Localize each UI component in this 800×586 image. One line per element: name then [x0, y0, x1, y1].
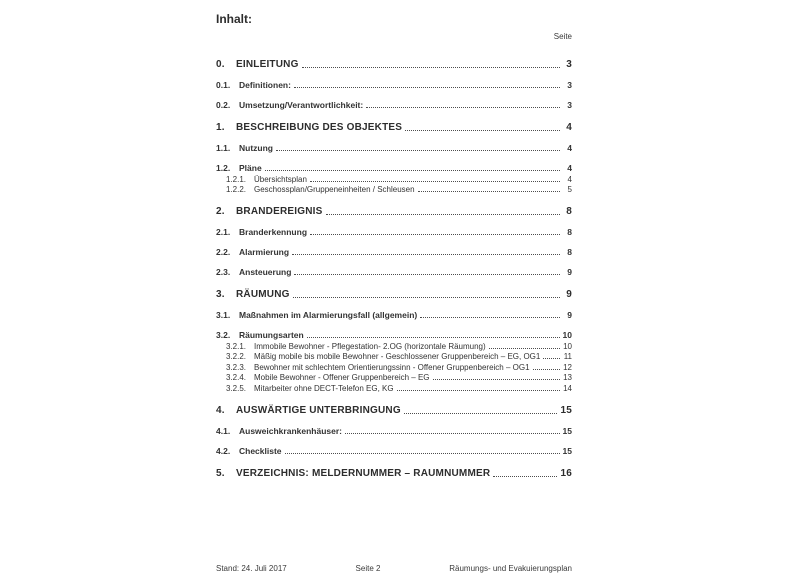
toc-row[interactable] [216, 175, 572, 184]
toc-page-number: 3 [567, 80, 572, 90]
toc-list [216, 60, 572, 479]
toc-leader-dots [418, 191, 560, 192]
toc-row[interactable] [216, 406, 572, 416]
toc-page-number: 4 [567, 174, 572, 184]
toc-page-number: 3 [566, 59, 572, 70]
toc-leader-dots [405, 130, 560, 131]
toc-number: 5. [216, 467, 225, 479]
footer-document-title: Räumungs- und Evakuierungsplan [449, 564, 572, 573]
toc-page-number: 9 [567, 310, 572, 320]
toc-row[interactable] [216, 207, 572, 217]
toc-row[interactable] [216, 60, 572, 70]
toc-row[interactable] [216, 185, 572, 194]
toc-leader-dots [326, 214, 561, 215]
toc-label: BESCHREIBUNG DES OBJEKTES [236, 122, 403, 133]
toc-number: 1. [216, 122, 225, 133]
toc-number: 3. [216, 289, 225, 300]
toc-row[interactable] [216, 228, 572, 237]
toc-page-number: 5 [567, 185, 572, 194]
toc-label: AUSWÄRTIGE UNTERBRINGUNG [236, 404, 401, 416]
toc-number: 3.2. [216, 330, 231, 340]
toc-number: 4. [216, 404, 225, 416]
toc-leader-dots [404, 413, 558, 414]
toc-number: 0. [216, 59, 225, 70]
toc-label: Alarmierung [239, 247, 290, 257]
toc-content [216, 12, 572, 479]
toc-page-number: 13 [563, 373, 572, 382]
toc-page-number: 16 [560, 467, 572, 479]
toc-number: 3.2.2. [226, 352, 247, 361]
toc-page-number: 15 [562, 425, 572, 436]
toc-leader-dots [543, 358, 560, 359]
toc-label: Bewohner mit schlechtem Orientierungssinn - Offener Gruppenbereich – OG1 [254, 362, 530, 372]
toc-label: Räumungsarten [239, 330, 304, 340]
toc-row[interactable] [216, 290, 572, 300]
toc-page-number: 8 [567, 227, 572, 237]
toc-row[interactable] [216, 427, 572, 436]
toc-page-number: 3 [567, 100, 572, 110]
toc-row[interactable] [216, 447, 572, 456]
toc-row[interactable] [216, 101, 572, 110]
toc-number: 2.3. [216, 267, 231, 277]
toc-leader-dots [493, 476, 557, 477]
toc-row[interactable] [216, 352, 572, 361]
toc-leader-dots [433, 379, 560, 380]
toc-label: Immobile Bewohner - Pflegestation- 2.OG (horizontale Räumung) [254, 341, 486, 351]
toc-leader-dots [397, 390, 560, 391]
toc-row[interactable] [216, 469, 572, 479]
toc-leader-dots [420, 317, 560, 318]
toc-number: 3.2.5. [226, 383, 247, 393]
toc-page-number: 4 [566, 122, 572, 133]
toc-label: Nutzung [239, 143, 273, 153]
toc-label: Mobile Bewohner - Offener Gruppenbereich – EG [254, 373, 430, 382]
footer-page-number: Seite 2 [355, 564, 381, 573]
toc-row[interactable] [216, 363, 572, 372]
toc-leader-dots [307, 337, 560, 338]
page-footer [216, 564, 572, 573]
toc-page-number: 12 [563, 362, 572, 372]
toc-number: 4.1. [216, 425, 231, 436]
toc-number: 1.2.1. [226, 174, 247, 184]
toc-number: 0.2. [216, 100, 231, 110]
toc-label: Geschossplan/Gruppeneinheiten / Schleusen [254, 185, 415, 194]
toc-row[interactable] [216, 373, 572, 382]
toc-leader-dots [285, 453, 560, 454]
toc-row[interactable] [216, 123, 572, 133]
toc-label: Übersichtsplan [254, 174, 307, 184]
toc-page-number: 4 [567, 143, 572, 153]
toc-label: EINLEITUNG [236, 59, 299, 70]
toc-label: Umsetzung/Verantwortlichkeit: [239, 100, 364, 110]
toc-page-number: 15 [562, 445, 572, 456]
toc-label: VERZEICHNIS: MELDERNUMMER – RAUMNUMMER [236, 467, 491, 479]
toc-page-number: 8 [567, 247, 572, 257]
toc-number: 2.1. [216, 227, 231, 237]
toc-label: Checkliste [239, 445, 282, 456]
toc-number: 2.2. [216, 247, 231, 257]
toc-label: Branderkennung [239, 227, 308, 237]
toc-number: 3.1. [216, 310, 231, 320]
toc-leader-dots [366, 107, 560, 108]
toc-number: 4.2. [216, 445, 231, 456]
toc-leader-dots [302, 67, 560, 68]
toc-leader-dots [294, 87, 560, 88]
toc-label: Pläne [239, 163, 262, 173]
toc-row[interactable] [216, 81, 572, 90]
toc-row[interactable] [216, 144, 572, 153]
toc-page-number: 9 [567, 267, 572, 277]
toc-number: 1.2.2. [226, 185, 247, 194]
toc-page-number: 15 [560, 404, 572, 416]
toc-leader-dots [533, 369, 560, 370]
toc-row[interactable] [216, 384, 572, 393]
toc-label: Mitarbeiter ohne DECT-Telefon EG, KG [254, 383, 394, 393]
toc-leader-dots [345, 433, 560, 434]
page-column-label: Seite [553, 32, 572, 41]
toc-leader-dots [294, 274, 560, 275]
toc-number: 3.2.1. [226, 341, 247, 351]
toc-leader-dots [292, 254, 560, 255]
toc-leader-dots [310, 181, 560, 182]
toc-label: Definitionen: [239, 80, 291, 90]
toc-row[interactable] [216, 268, 572, 277]
toc-page-number: 14 [563, 383, 572, 393]
toc-number: 3.2.4. [226, 373, 247, 382]
toc-page-number: 4 [567, 163, 572, 173]
toc-label: Ausweichkrankenhäuser: [239, 425, 342, 436]
toc-label: Mäßig mobile bis mobile Bewohner - Geschlossener Gruppenbereich – EG, OG1 [254, 352, 541, 361]
toc-leader-dots [265, 170, 560, 171]
page-title: Inhalt: [216, 12, 252, 26]
toc-number: 3.2.3. [226, 362, 247, 372]
toc-leader-dots [310, 234, 560, 235]
toc-row[interactable] [216, 164, 572, 173]
toc-number: 1.2. [216, 163, 231, 173]
toc-page-number: 10 [562, 330, 572, 340]
toc-row[interactable] [216, 248, 572, 257]
toc-page-number: 8 [566, 206, 572, 217]
toc-label: Maßnahmen im Alarmierungsfall (allgemein) [239, 310, 418, 320]
toc-leader-dots [293, 297, 560, 298]
toc-leader-dots [489, 348, 560, 349]
footer-revision-date: Stand: 24. Juli 2017 [216, 564, 287, 573]
toc-page-number: 9 [566, 289, 572, 300]
toc-label: BRANDEREIGNIS [236, 206, 323, 217]
toc-leader-dots [276, 150, 560, 151]
toc-row[interactable] [216, 342, 572, 351]
toc-label: RÄUMUNG [236, 289, 290, 300]
toc-page-number: 11 [563, 352, 572, 361]
toc-label: Ansteuerung [239, 267, 292, 277]
toc-row[interactable] [216, 331, 572, 340]
toc-number: 0.1. [216, 80, 231, 90]
toc-row[interactable] [216, 311, 572, 320]
toc-number: 1.1. [216, 143, 231, 153]
toc-number: 2. [216, 206, 225, 217]
toc-page-number: 10 [563, 341, 572, 351]
